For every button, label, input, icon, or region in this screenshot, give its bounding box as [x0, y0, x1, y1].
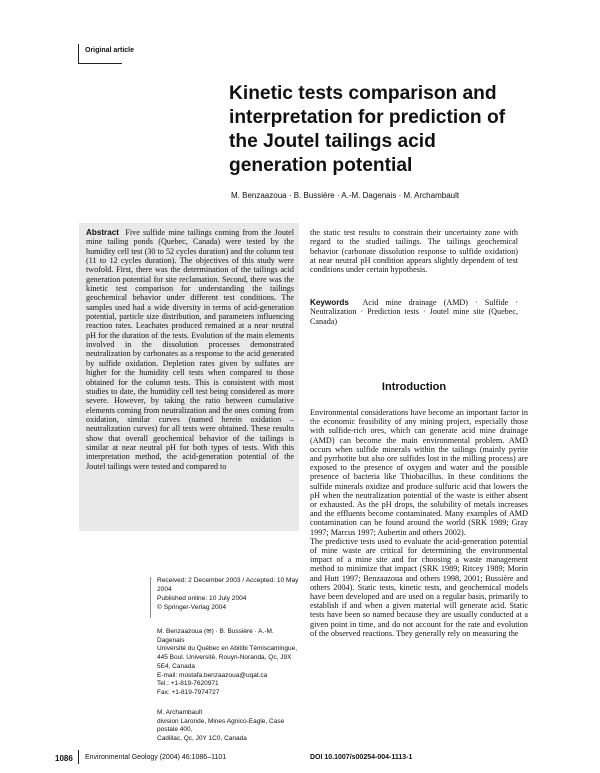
- affiliation-primary: [157, 628, 302, 698]
- affiliation-line: 445 Boul. Université, Rouyn-Noranda, Qc, J9X 5E4, Canada: [157, 654, 292, 670]
- abstract-text: Five sulfide mine tailings coming from the Joutel mine tailing ponds (Quebec, Canada) were tested by the humidity cell test (30 to 52 cycles duration) and the column test (11 to 12 cycles duration). The objectives of this study were twofold. First, there was the determination of the tailings acid generation potential for site reclamation. Second, there was the kinetic test comparison for understanding the tailings geochemical behavior under different test conditions. The samples used had a wide diversity in terms of acid-generation potential, particle size distribution, and parameters influencing reaction rates. Leachates produced remained at a near neutral pH for the duration of the tests. Evolution of the main elements involved in the dissolution processes demonstrated neutralization by carbonates as a response to the acid generated by sulfide oxidation. Depletion rates given by sulfates are higher for the humidity cell tests when compared to those obtained for the column tests. This is consistent with most studies to date, the humidity cell test being considered as more severe. However, by taking the ratio between cumulative elements coming from neutralization and the ones coming from oxidation, similar curves (named herein oxidation –neutralization curves) for all tests were obtained. These results show that overall geochemical behavior of the tailings is similar at near neutral pH for both types of tests. With this interpretation method, the acid-generation potential of the Joutel tailings were tested and compared to: [86, 228, 294, 471]
- affiliation-tel: Tel.: +1-819-7620971: [157, 680, 219, 688]
- doi: DOI 10.1007/s00254-004-1113-1: [310, 754, 413, 761]
- keywords-text: Acid mine drainage (AMD) · Sulfide · Neutralization · Prediction tests · Joutel mine site (Quebec, Canada): [310, 298, 518, 326]
- affiliation-line: division Laronde, Mines Agnico-Eagle, Case postale 400,: [157, 717, 285, 734]
- footer-rule: [78, 750, 79, 764]
- keywords-label: Keywords: [310, 298, 349, 307]
- abstract-continued: the static test results to constrain their uncertainty zone with regard to the studied tailings. The tailings geochemical behavior (carbonate dissolution response to sulfide oxidation) at near neutral pH condition appears slightly dependent of test conditions under certain hypothesis.: [310, 228, 518, 275]
- abstract: [86, 228, 294, 471]
- received-rule: [150, 577, 151, 618]
- author-list: M. Benzaazoua · B. Bussière · A.-M. Dagenais · M. Archambault: [231, 191, 460, 200]
- introduction-heading: Introduction: [381, 381, 447, 393]
- affiliation-names: M. Archambault: [157, 709, 203, 716]
- affiliation-names: M. Benzaazoua (✉) · B. Bussière · A.-M. Dagenais: [157, 628, 274, 644]
- affiliation-line: Cadillac, Qc, J0Y 1C0, Canada: [157, 735, 247, 743]
- affiliation-secondary: [157, 709, 302, 744]
- introduction-paragraph: Environmental considerations have become an important factor in the economic feasibility of any mining project, especially those with sulfide-rich ores, which can generate acid mine drainage (AMD) can become the main environmental problem. AMD occurs when sulfide minerals within the tailings (mainly pyrite and pyrrhotite but also ore sulfides lost in the milling process) are exposed to the presence of oxygen and water and the possible presence of bacteria like Thiobacillus. In these conditions the sulfide minerals oxidize and produce sulfuric acid that lowers the pH when the neutralization potential of the waste is either absent or exhausted. As the pH drops, the solubility of metals increases and the effluents become contaminated. Many examples of AMD contamination can be found around the world (SRK 1989; Gray 1997; Marcus 1997; Aubertin and others 2002).: [310, 408, 528, 537]
- affiliation-fax: Fax: +1-819-7974727: [157, 688, 220, 696]
- introduction-body: [310, 408, 528, 638]
- article-title: Kinetic tests comparison and interpretation for prediction of the Joutel tailings acid generation potential: [229, 83, 506, 176]
- journal-citation: Environmental Geology (2004) 46:1086–1101: [85, 754, 227, 761]
- published-line: Published online: 10 July 2004: [157, 594, 247, 602]
- page-number: 1086: [55, 754, 73, 763]
- article-type: Original article: [85, 47, 135, 54]
- abstract-label: Abstract: [86, 228, 119, 237]
- header-rule-horizontal: [78, 63, 122, 64]
- received-dates: [157, 577, 302, 613]
- keywords: [310, 298, 518, 326]
- affiliation-line: Université du Québec en Abitibi Témiscamingue,: [157, 645, 298, 653]
- copyright-line: © Springer-Verlag 2004: [157, 603, 227, 611]
- introduction-paragraph: The predictive tests used to evaluate the acid-generation potential of mine waste are critical for determining the environmental impact of a mine site and for choosing a waste management method to minimize that impact (SRK 1989; Ritcey 1989; Morin and Hutt 1997; Benzaazoua and others 1998, 2001; Bussière and others 2004). Static tests, kinetic tests, and geochemical models have been developed and are used on a regular basis, primarily to establish if and when a given material will generate acid. Static tests have been so named because they are usually conducted at a given point in time, and do not account for the rate and evolution of the observed reactions. They generally rely on measuring the: [310, 536, 528, 638]
- received-line: Received: 2 December 2003 / Accepted: 10 May 2004: [157, 577, 299, 593]
- affiliation-email: E-mail: mostafa.benzaazoua@uqat.ca: [157, 671, 268, 679]
- header-rule-vertical: [78, 44, 79, 64]
